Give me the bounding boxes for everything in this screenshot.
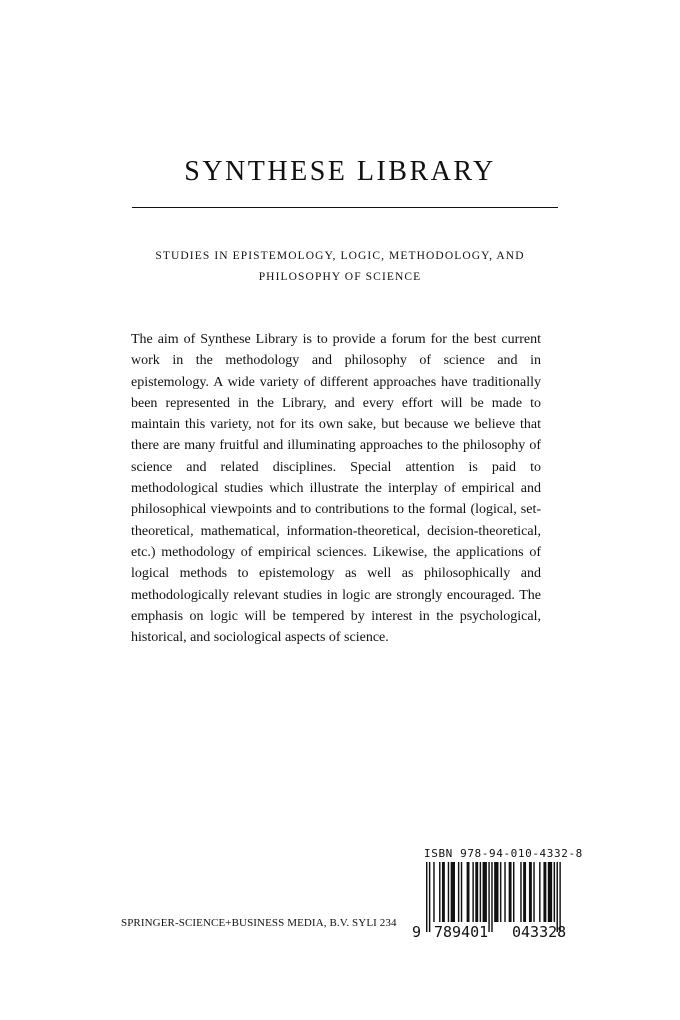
series-subtitle-line-2: PHILOSOPHY OF SCIENCE (258, 271, 422, 283)
barcode-bar (491, 862, 492, 932)
barcode-bar (451, 862, 455, 922)
series-description: The aim of Synthese Library is to provide a forum for the best current work in the methodology and philosophy of science and in epistemology. A wide variety of different approaches have traditionally been represented in the Library, and every effort will be made to maintain this variety, not for its own sake, but because we believe that there are many fruitful and illuminating approaches to the philosophy of science and related disciplines. Special attention is paid to methodological studies which illustrate the interplay of empirical and philosophical viewpoints and to contributions to the formal (logical, set-theoretical, mathematical, information-theoretical, decision-theoretical, etc.) methodology of empirical sciences. Likewise, the applications of logical methods to epistemology as well as philosophically and methodologically relevant studies in logic are strongly encouraged. The emphasis on logic will be tempered by interest in the psychological, historical, and sociological aspects of science. (131, 332, 541, 646)
barcode-bar (448, 862, 449, 922)
barcode-bar (557, 862, 558, 932)
barcode-bar (520, 862, 521, 922)
barcode-bar (480, 862, 481, 922)
barcode-bar (533, 862, 534, 922)
barcode-bar (458, 862, 459, 922)
barcode-bar (461, 862, 462, 922)
barcode-bar (509, 862, 512, 922)
barcode-lead-digit: 9 (412, 923, 422, 940)
series-title: SYNTHESE LIBRARY (184, 156, 496, 187)
title-rule (132, 207, 558, 208)
barcode-bar (543, 862, 546, 922)
barcode-bar (529, 862, 532, 922)
publisher-line: SPRINGER-SCIENCE+BUSINESS MEDIA, B.V. SYLI 234 (121, 917, 397, 929)
barcode-left-digits: 789401 (434, 923, 489, 940)
barcode-bar (494, 862, 498, 922)
barcode-bar (504, 862, 505, 922)
isbn-label: ISBN 978-94-010-4332-8 (424, 847, 583, 860)
barcode-bar (475, 862, 478, 922)
barcode-bar (433, 862, 434, 922)
barcode-bar (467, 862, 470, 922)
barcode-bar (554, 862, 555, 922)
barcode-bar (472, 862, 473, 922)
barcode-right-digits: 043328 (512, 923, 567, 940)
barcode-bar (513, 862, 514, 922)
barcode-bar (488, 862, 489, 932)
barcode-bar (426, 862, 427, 932)
series-subtitle-line-1: STUDIES IN EPISTEMOLOGY, LOGIC, METHODOLOGY, AND (155, 250, 525, 262)
barcode-bar (429, 862, 430, 932)
barcode-bar (500, 862, 501, 922)
barcode-bar (539, 862, 540, 922)
barcode-bar (559, 862, 560, 932)
barcode-bar (439, 862, 440, 922)
barcode-bar (548, 862, 552, 922)
barcode-bar (523, 862, 526, 922)
barcode-bar (483, 862, 487, 922)
barcode-bar (442, 862, 445, 922)
barcode (410, 862, 585, 940)
